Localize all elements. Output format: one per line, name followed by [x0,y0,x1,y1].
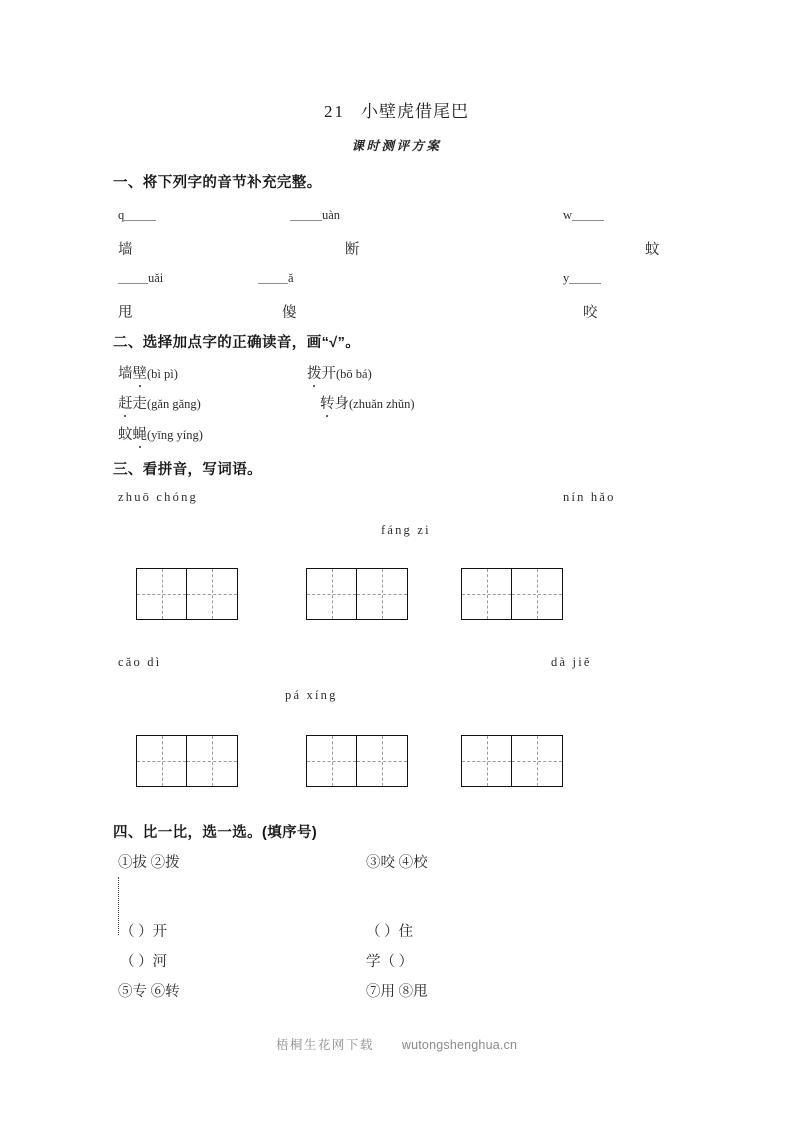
grid-cell[interactable] [187,736,237,786]
fill-blank-row2-left[interactable]: （ ）河 [120,954,168,970]
footer [0,1035,793,1053]
fill-blank-row1-right[interactable]: （ ）住 [366,924,414,940]
grid-cell[interactable] [462,736,512,786]
footer-url[interactable]: wutongshenghua.cn [401,1038,518,1052]
grid-cell[interactable] [357,736,407,786]
dotted-character: 壁 [133,362,148,383]
section-heading-2: 二、选择加点字的正确读音，画“√”。 [113,335,361,351]
pinyin-blank-4 [118,271,163,286]
word-pinyin-1: zhuō chóng [118,490,198,504]
choice-options-row2-right: ⑦用 ⑧甩 [366,984,428,1000]
pinyin-blank-5 [258,271,294,286]
writing-grid-6[interactable] [461,735,563,787]
character-5: 傻 [282,305,297,321]
page-subtitle: 课时测评方案 [351,138,442,153]
word-pinyin-4: cǎo dì [118,655,162,669]
word-pinyin-5: dà jiě [551,655,592,669]
writing-grid-4[interactable] [136,735,238,787]
answer-blank[interactable] [572,209,604,221]
grid-cell[interactable] [137,569,187,619]
grid-cell[interactable] [307,736,357,786]
pinyin-blank-2 [290,208,340,223]
grid-cell[interactable] [187,569,237,619]
pinyin-blank-3 [563,208,604,223]
choice-options-row2-left: ⑤专 ⑥转 [118,984,180,1000]
writing-grid-2[interactable] [306,568,408,620]
answer-blank[interactable] [124,209,156,221]
choice-options-row1-left: ①拔 ②拨 [118,855,180,871]
answer-blank[interactable] [569,272,601,284]
pinyin-blank-1 [118,208,156,223]
character-1: 墙 [118,242,133,258]
pinyin-options[interactable]: (gǎn gǎng) [147,397,201,411]
grid-cell[interactable] [137,736,187,786]
fill-blank-row2-right[interactable]: 学（ ） [366,954,414,970]
word-pinyin-6: pá xíng [285,688,338,702]
word-prefix: 墙 [118,366,133,382]
pinyin-prefix: y [563,271,570,285]
grid-cell[interactable] [357,569,407,619]
answer-blank[interactable] [290,209,322,221]
footer-site-name: 梧桐生花网下载 [275,1038,374,1052]
pronunciation-item-5[interactable] [118,423,203,444]
pinyin-suffix: uàn [322,208,341,222]
grid-cell[interactable] [307,569,357,619]
character-6: 咬 [583,305,598,321]
grid-cell[interactable] [462,569,512,619]
pinyin-options[interactable]: (yīng yíng) [147,428,203,442]
choice-options-row1-right: ③咬 ④校 [366,855,428,871]
dotted-character: 蝇 [133,423,148,444]
word-pinyin-3: fáng zi [381,523,431,537]
pronunciation-item-3[interactable] [118,392,201,413]
pinyin-suffix: uǎi [148,271,164,285]
writing-grid-3[interactable] [461,568,563,620]
word-prefix: 蚊 [118,427,133,443]
lesson-title: 小壁虎借尾巴 [361,102,469,121]
pinyin-prefix: w [563,208,573,222]
dotted-character: 转 [320,392,335,413]
dotted-character: 拨 [307,362,322,383]
character-2: 断 [345,242,360,258]
word-suffix: 走 [132,396,147,412]
pronunciation-item-1[interactable] [118,362,178,383]
page-title [0,97,793,122]
lesson-number: 21 [324,102,345,121]
answer-blank[interactable] [258,272,288,284]
writing-grid-1[interactable] [136,568,238,620]
pinyin-prefix: q [118,208,125,222]
pinyin-options[interactable]: (bō bá) [336,367,372,381]
answer-blank[interactable] [118,272,148,284]
pronunciation-item-2[interactable] [307,362,372,383]
fill-blank-row1-left[interactable]: （ ）开 [120,924,168,940]
writing-grid-5[interactable] [306,735,408,787]
pronunciation-item-4[interactable] [320,392,415,413]
pinyin-options[interactable]: (zhuǎn zhǔn) [349,397,415,411]
pinyin-suffix: ǎ [288,271,294,285]
word-suffix: 开 [321,366,336,382]
vertical-dotted-rule [118,877,119,935]
section-heading-4: 四、比一比，选一选。(填序号) [113,825,318,841]
grid-cell[interactable] [512,736,562,786]
pinyin-blank-6 [563,271,601,286]
word-suffix: 身 [334,396,349,412]
pinyin-options[interactable]: (bì pì) [147,367,178,381]
dotted-character: 赶 [118,392,133,413]
character-3: 蚊 [645,242,660,258]
grid-cell[interactable] [512,569,562,619]
word-pinyin-2: nín hǎo [563,490,616,504]
section-heading-3: 三、看拼音，写词语。 [113,462,262,478]
character-4: 甩 [118,305,133,321]
section-heading-1: 一、将下列字的音节补充完整。 [113,175,322,191]
